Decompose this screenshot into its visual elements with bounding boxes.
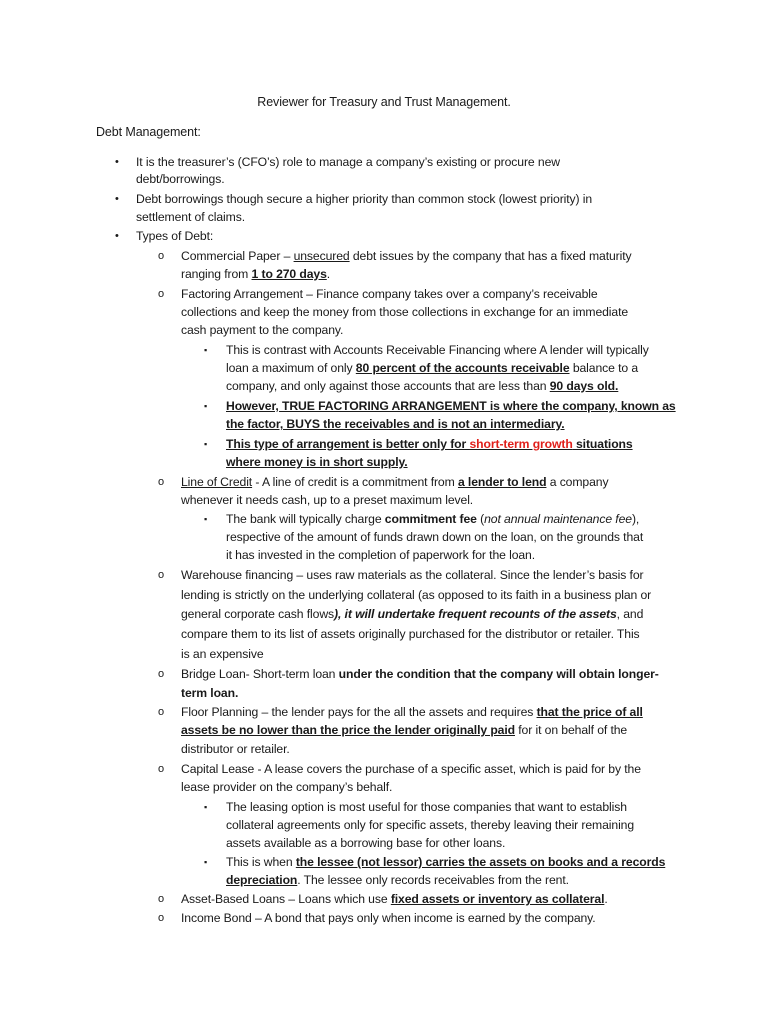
emphasized-text: 1 to 270 days [251,267,327,281]
list-item-text: Warehouse financing – uses raw materials as the collateral. Since the lender’s basis for [181,568,644,582]
text-run: situations [572,437,633,451]
text-run: general corporate cash flows [181,607,335,621]
text-run: . [326,267,331,281]
sub-item-text [226,854,665,870]
sub-item-text [226,872,569,888]
list-item-text: collections and keep the money from those collections in exchange for an immediate [181,305,629,319]
text-run: loan a maximum of only [226,361,356,375]
list-item-text [181,248,632,264]
emphasized-text: the lessee (not lessor) carries the assets on books and a records [295,855,666,869]
emphasized-text: a lender to lend [457,475,547,489]
text-run: . The lessee only records receivables from the rent. [297,873,569,887]
sub-item-text [226,436,633,452]
sub-item-text: respective of the amount of funds drawn down on the loan, on the grounds that [226,530,644,544]
sub-bullet-marker: o [158,912,165,924]
sub-bullet-marker: o [158,763,165,775]
text-run: ), [631,512,640,526]
sub-bullet-marker: o [158,476,165,488]
text-run: for it on behalf of the [514,723,628,737]
text-run: Asset-Based Loans – Loans which use [181,892,391,906]
list-item-text: whenever it needs cash, up to a preset maximum level. [181,493,474,507]
text-run: . [604,892,608,906]
list-item-text: lending is strictly on the underlying collateral (as opposed to its faith in a business plan or [181,588,652,602]
text-run: This type of arrangement is better only for [226,437,470,451]
sub-item-text: This is contrast with Accounts Receivable Financing where A lender will typically [226,343,649,357]
bullet-text: debt/borrowings. [136,172,225,186]
sub-bullet-marker: o [158,706,165,718]
sub-item-text: it has invested in the completion of paperwork for the loan. [226,548,536,562]
document-title: Reviewer for Treasury and Trust Management. [257,95,511,109]
square-bullet-marker: ▪ [204,401,208,411]
list-item-text: Capital Lease - A lease covers the purchase of a specific asset, which is paid for by the [181,762,641,776]
emphasized-text: 80 percent of the accounts receivable [355,361,570,375]
text-run: company, and only against those accounts that are less than [226,379,550,393]
sub-item-text [226,360,638,376]
bullet-text: It is the treasurer’s (CFO’s) role to manage a company’s existing or procure new [136,155,560,169]
list-item-text: Factoring Arrangement – Finance company takes over a company’s receivable [181,287,598,301]
list-item-text [181,474,608,490]
bullet-text: Types of Debt: [136,229,214,243]
emphasized-text: that the price of all [536,705,643,719]
list-item-text [181,666,659,682]
underlined-text: Line of Credit [181,475,253,489]
text-run: - A line of credit is a commitment from [252,475,458,489]
bullet-marker: • [115,193,119,205]
list-item-text: distributor or retailer. [181,742,290,756]
text-run: Bridge Loan- Short-term loan [181,667,339,681]
text-run: Floor Planning – the lender pays for the all the assets and requires [181,705,537,719]
bullet-text: settlement of claims. [136,210,245,224]
text-run: a company [546,475,609,489]
bold-text: under the condition that the company will obtain longer- [338,667,659,681]
sub-item-text: collateral agreements only for specific assets, thereby leaving their remaining [226,818,635,832]
sub-item-text: However, TRUE FACTORING ARRANGEMENT is where the company, known as [226,399,676,413]
text-run: , and [616,607,644,621]
sub-bullet-marker: o [158,288,165,300]
sub-item-text [226,511,639,527]
text-run: ( [476,512,485,526]
square-bullet-marker: ▪ [204,857,208,867]
sub-bullet-marker: o [158,250,165,262]
text-run: ranging from [181,267,252,281]
square-bullet-marker: ▪ [204,345,208,355]
sub-item-text: the factor, BUYS the receivables and is not an intermediary. [226,417,565,431]
bullet-marker: • [115,230,119,242]
text-run: The bank will typically charge [226,512,385,526]
emphasized-text: ), it will undertake frequent recounts of the assets [334,607,617,621]
sub-bullet-marker: o [158,569,165,581]
bullet-marker: • [115,156,119,168]
list-item-text: lease provider on the company’s behalf. [181,780,393,794]
text-run: balance to a [569,361,639,375]
section-heading: Debt Management: [96,125,201,139]
list-item-text: cash payment to the company. [181,323,344,337]
sub-bullet-marker: o [158,893,165,905]
square-bullet-marker: ▪ [204,514,208,524]
highlighted-text: short-term growth [469,437,573,451]
list-item-text: term loan. [181,686,239,700]
text-run: debt issues by the company that has a fixed maturity [349,249,632,263]
list-item-text: Income Bond – A bond that pays only when income is earned by the company. [181,911,596,925]
emphasized-text: fixed assets or inventory as collateral [390,892,605,906]
sub-item-text: assets available as a borrowing base for other loans. [226,836,506,850]
emphasized-text: 90 days old. [549,379,619,393]
sub-item-text [226,378,618,394]
list-item-text: is an expensive [181,647,264,661]
list-item-text: compare them to its list of assets originally purchased for the distributor or retailer. This [181,627,640,641]
list-item-text [181,891,608,907]
square-bullet-marker: ▪ [204,802,208,812]
square-bullet-marker: ▪ [204,439,208,449]
sub-item-text: The leasing option is most useful for those companies that want to establish [226,800,627,814]
bold-text: commitment fee [384,512,477,526]
text-run: Commercial Paper – [181,249,294,263]
list-item-text [181,722,627,738]
text-run: This is when [226,855,296,869]
underlined-text: unsecured [293,249,350,263]
list-item-text [181,704,643,720]
sub-item-text: where money is in short supply. [226,455,408,469]
italic-text: not annual maintenance fee [484,512,632,526]
emphasized-text: depreciation [226,873,298,887]
list-item-text [181,606,643,622]
list-item-text [181,266,330,282]
emphasized-text: assets be no lower than the price the lender originally paid [181,723,515,737]
bullet-text: Debt borrowings though secure a higher priority than common stock (lowest priority) in [136,192,593,206]
sub-bullet-marker: o [158,668,165,680]
